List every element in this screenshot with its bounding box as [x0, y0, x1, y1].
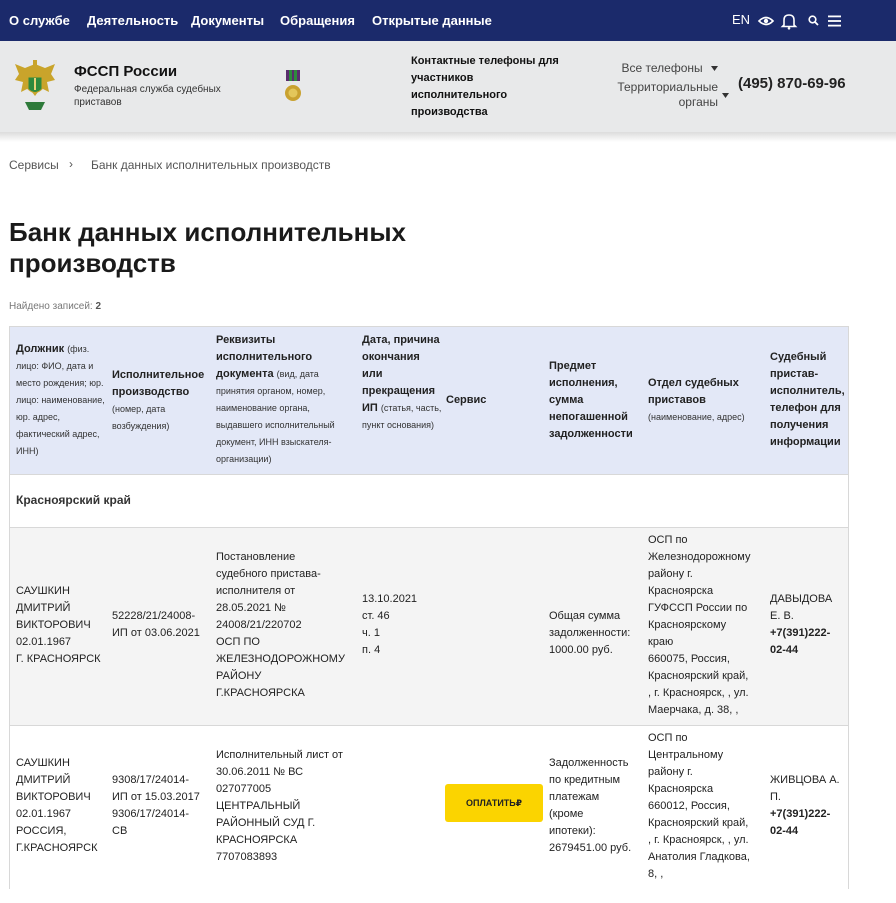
document-line: 30.06.2011 № ВС: [216, 766, 304, 778]
results-table: [9, 326, 849, 889]
subject-line: платежам: [549, 791, 600, 803]
debtor-line: ДМИТРИЙ: [16, 774, 71, 786]
eye-icon[interactable]: [757, 12, 775, 30]
proceeding-cell: [112, 772, 216, 840]
debtor-cell: [16, 583, 110, 668]
proceeding-line: 9306/17/24014-: [112, 808, 190, 820]
bailiff-name-line: ДАВЫДОВА: [770, 593, 833, 605]
col-header-proceeding-note: (номер, дата возбуждения): [112, 404, 170, 431]
col-header-document-title: Реквизиты исполнительного документа: [216, 334, 313, 380]
top-nav: [0, 0, 896, 41]
subject-line: по кредитным: [549, 774, 621, 786]
all-phones-label: Все телефоны: [621, 61, 703, 75]
department-line: Маерчака, д. 38, ,: [648, 704, 739, 716]
search-icon[interactable]: [805, 12, 823, 30]
subject-line: задолженности:: [549, 627, 631, 639]
proceeding-line: 9308/17/24014-: [112, 774, 190, 786]
proceeding-line: ИП от 15.03.2017: [112, 791, 200, 803]
debtor-line: 02.01.1967: [16, 636, 72, 648]
bailiff-phone-line: 02-44: [770, 825, 799, 837]
breadcrumb-separator: ›: [69, 157, 73, 171]
subject-line: 1000.00 руб.: [549, 644, 613, 656]
document-line: Исполнительный лист от: [216, 749, 343, 761]
territorial-bodies-dropdown[interactable]: [595, 80, 718, 110]
debtor-cell: [16, 755, 110, 857]
debtor-line: ДМИТРИЙ: [16, 602, 71, 614]
contact-phones-link[interactable]: Контактные телефоны для участников исполнительного производства: [411, 55, 559, 118]
all-phones-dropdown[interactable]: [600, 61, 718, 75]
department-line: Красноярска: [648, 585, 714, 597]
bailiff-name-line: П.: [770, 791, 781, 803]
debtor-line: ВИКТОРОВИЧ: [16, 791, 91, 803]
nav-item-activity[interactable]: Деятельность: [87, 13, 179, 28]
department-line: краю: [648, 636, 674, 648]
department-line: , г. Красноярск, , ул.: [648, 834, 749, 846]
document-line: судебного пристава-: [216, 568, 321, 580]
department-line: району г.: [648, 568, 693, 580]
col-header-document: [216, 332, 352, 468]
debtor-line: Г. КРАСНОЯРСК: [16, 653, 101, 665]
document-line: 28.05.2021 №: [216, 602, 286, 614]
document-line: исполнителя от: [216, 585, 296, 597]
col-header-debtor-title: Должник: [16, 343, 65, 355]
col-header-department-title: Отдел судебных приставов: [648, 377, 739, 406]
end-line: ч. 1: [362, 627, 380, 639]
department-line: 660075, Россия,: [648, 653, 730, 665]
nav-item-open-data[interactable]: Открытые данные: [372, 13, 492, 28]
department-line: Центральному: [648, 749, 724, 761]
records-found-label: Найдено записей:: [9, 301, 93, 312]
department-line: , г. Красноярск, , ул.: [648, 687, 749, 699]
subject-line: (кроме: [549, 808, 584, 820]
col-header-proceeding: [112, 367, 210, 435]
bailiff-phone-line: +7(391)222-: [770, 808, 831, 820]
document-line: ЖЕЛЕЗНОДОРОЖНОМУ: [216, 653, 345, 665]
records-found: [9, 301, 101, 312]
document-line: ОСП ПО: [216, 636, 260, 648]
table-row: [10, 527, 848, 725]
col-header-department-note: (наименование, адрес): [648, 412, 745, 422]
debtor-line: САУШКИН: [16, 585, 70, 597]
department-cell: [648, 532, 770, 719]
subject-line: Общая сумма: [549, 610, 621, 622]
pay-button[interactable]: ОПЛАТИТЬ₽: [445, 784, 543, 822]
document-line: РАЙОНУ: [216, 670, 262, 682]
bailiff-name-line: ЖИВЦОВА А.: [770, 774, 840, 786]
bailiff-phone-line: +7(391)222-: [770, 627, 831, 639]
debtor-line: САУШКИН: [16, 757, 70, 769]
bailiff-phone-line: 02-44: [770, 644, 799, 656]
department-line: 660012, Россия,: [648, 800, 730, 812]
col-header-service: Сервис: [446, 394, 487, 406]
debtor-line: 02.01.1967: [16, 808, 72, 820]
department-line: Красноярска: [648, 783, 714, 795]
department-line: ГУФССП России по: [648, 602, 748, 614]
department-line: Красноярскому: [648, 619, 727, 631]
document-line: 7707083893: [216, 851, 278, 863]
bailiff-cell: [770, 591, 848, 659]
subject-cell: [549, 755, 645, 857]
col-header-subject: Предмет исполнения, сумма непогашенной задолженности: [549, 360, 633, 440]
records-found-count: 2: [95, 301, 102, 312]
subject-line: Задолженность: [549, 757, 629, 769]
menu-icon[interactable]: [826, 12, 844, 30]
department-cell: [648, 730, 770, 883]
document-line: РАЙОННЫЙ СУД Г.: [216, 817, 316, 829]
subject-line: 2679451.00 руб.: [549, 842, 632, 854]
proceeding-line: ИП от 03.06.2021: [112, 627, 200, 639]
debtor-line: Г.КРАСНОЯРСК: [16, 842, 98, 854]
col-header-debtor-note: (физ. лицо: ФИО, дата и место рождения; юр. лицо: наименование, юр. адрес, фактический адрес, ИНН): [16, 344, 105, 456]
nav-item-appeals[interactable]: Обращения: [280, 13, 355, 28]
nav-item-documents[interactable]: Документы: [191, 13, 265, 28]
document-line: 24008/21/220702: [216, 619, 302, 631]
col-header-department: [648, 375, 766, 426]
proceeding-line: 52228/21/24008-: [112, 610, 196, 622]
proceeding-cell: [112, 608, 216, 642]
bailiff-cell: [770, 772, 848, 840]
table-header: [10, 327, 848, 474]
col-header-end: [362, 332, 442, 434]
document-line: Г.КРАСНОЯРСКА: [216, 687, 305, 699]
department-line: Красноярский край,: [648, 670, 749, 682]
language-switch[interactable]: EN: [732, 12, 751, 27]
territorial-bodies-label: Территориальные органы: [617, 80, 718, 109]
proceeding-line: СВ: [112, 825, 128, 837]
department-line: Анатолия Гладкова,: [648, 851, 750, 863]
col-header-end-note: (статья, часть, пункт основания): [362, 403, 442, 430]
end-line: п. 4: [362, 644, 381, 656]
region-name: Красноярский край: [16, 493, 131, 507]
end-line: ст. 46: [362, 610, 390, 622]
page-title: Банк данных исполнительных производств: [9, 217, 406, 278]
debtor-line: РОССИЯ,: [16, 825, 67, 837]
region-row: [10, 474, 848, 527]
document-line: 027077005: [216, 783, 272, 795]
subject-cell: [549, 608, 643, 659]
bailiff-name-line: Е. В.: [770, 610, 794, 622]
breadcrumb-current: Банк данных исполнительных производств: [91, 158, 331, 172]
brand-subtitle: Федеральная служба судебных приставов: [74, 84, 221, 108]
hotline-phone[interactable]: (495) 870-69-96: [738, 75, 846, 92]
department-line: ОСП по: [648, 732, 688, 744]
emblem-icon[interactable]: [11, 58, 59, 114]
department-line: 8, ,: [648, 868, 664, 880]
document-cell: [216, 549, 360, 702]
debtor-line: ВИКТОРОВИЧ: [16, 619, 91, 631]
table-row: [10, 725, 848, 889]
breadcrumb-services[interactable]: Сервисы: [9, 158, 59, 172]
col-header-end-title: Дата, причина окончания или прекращения ИП: [362, 334, 440, 414]
brand-title[interactable]: ФССП России: [74, 63, 178, 80]
document-line: ЦЕНТРАЛЬНЫЙ: [216, 800, 301, 812]
subject-line: ипотеки):: [549, 825, 596, 837]
document-cell: [216, 747, 360, 866]
document-line: КРАСНОЯРСКА: [216, 834, 298, 846]
chevron-down-icon: [722, 93, 729, 98]
nav-item-about[interactable]: О службе: [9, 13, 70, 28]
end-line: 13.10.2021: [362, 593, 418, 605]
col-header-document-note: (вид, дата принятия органом, номер, наименование органа, выдавшего исполнительный документ, ИНН взыскателя-организации): [216, 369, 335, 464]
department-line: Красноярский край,: [648, 817, 749, 829]
department-line: Железнодорожному: [648, 551, 751, 563]
header-shadow: [0, 132, 896, 142]
document-line: Постановление: [216, 551, 296, 563]
department-line: району г.: [648, 766, 693, 778]
department-line: ОСП по: [648, 534, 688, 546]
medal-icon: [283, 70, 303, 104]
col-header-proceeding-title: Исполнительное производство: [112, 369, 205, 398]
bell-icon[interactable]: [780, 12, 798, 30]
col-header-debtor: [16, 341, 110, 460]
end-cell: [362, 591, 442, 659]
col-header-bailiff: Судебный пристав-исполнитель, телефон для получения информации: [770, 351, 845, 448]
chevron-down-icon: [711, 66, 718, 71]
